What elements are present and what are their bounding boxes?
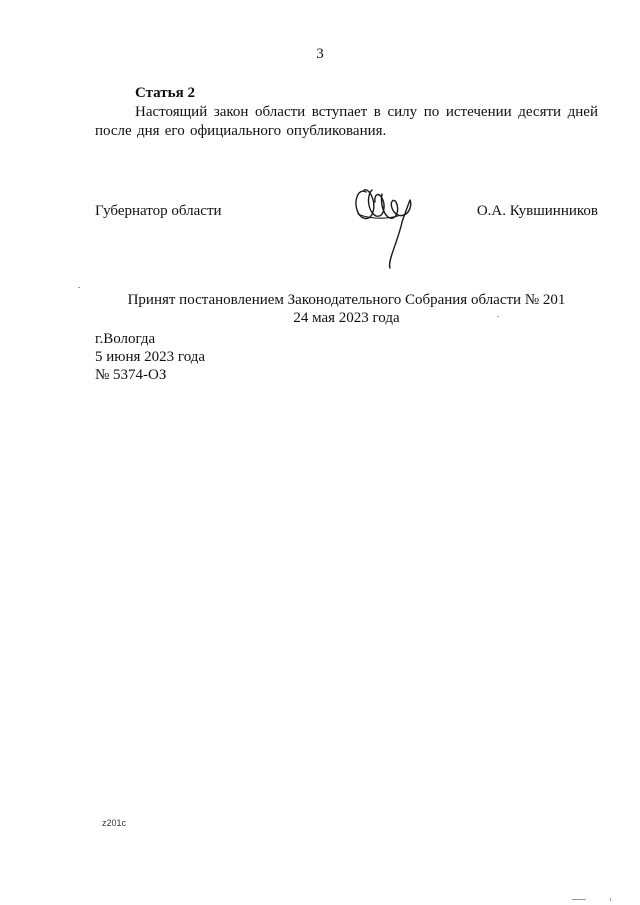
footer-code: z201c (102, 818, 127, 828)
scan-speck (497, 316, 499, 317)
adoption-note (95, 291, 598, 327)
article-body: Настоящий закон области вступает в силу по истечении десяти дней после дня его официального опубликования. (95, 104, 598, 139)
city: г.Вологда (95, 331, 156, 347)
adoption-line-2: 24 мая 2023 года (293, 310, 400, 326)
article-heading: Статья 2 (135, 85, 195, 101)
place-date-block (95, 330, 205, 384)
page-number: 3 (316, 46, 324, 62)
article-section (95, 84, 598, 141)
law-number: № 5374-ОЗ (95, 367, 167, 383)
scan-speck (572, 899, 586, 900)
handwritten-signature (352, 178, 414, 270)
signing-date: 5 июня 2023 года (95, 349, 206, 365)
scan-speck (78, 287, 80, 288)
signatory-title: Губернатор области (95, 203, 222, 219)
signatory-name: О.А. Кувшинников (476, 203, 598, 219)
scan-speck (610, 898, 611, 901)
signature-row (95, 203, 598, 223)
adoption-line-1: Принят постановлением Законодательного Собрания области № 201 (127, 292, 566, 308)
